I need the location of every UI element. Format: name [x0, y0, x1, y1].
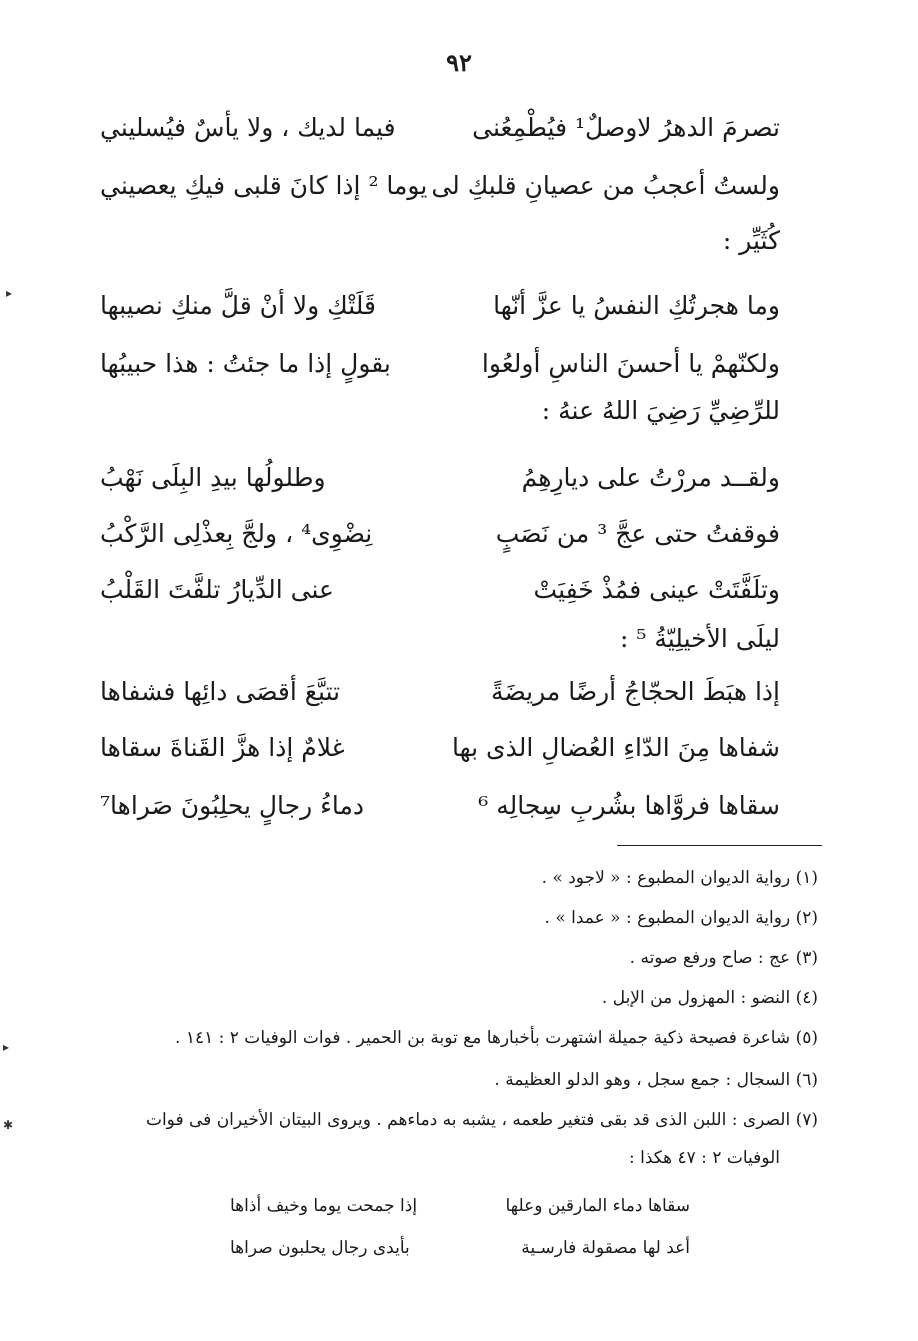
verse-first-hemistich: ولستُ أعجبُ من عصيانِ قلبكِ لى — [431, 170, 780, 200]
verse-second-hemistich: بأيدى رجال يحلبون صراها — [230, 1238, 410, 1258]
verse-first-hemistich: ولكنّهمْ يا أحسنَ الناسِ أولعُوا — [481, 348, 780, 378]
verse-first-hemistich: شفاها مِنَ الدّاءِ العُضالِ الذى بها — [452, 732, 780, 762]
verse-second-hemistich: قَلَتْكِ ولا أنْ قلَّ منكِ نصيبها — [100, 290, 376, 320]
verse-line — [100, 454, 780, 500]
verse-second-hemistich: فيما لديك ، ولا يأسٌ فيُسليني — [100, 112, 396, 142]
verse-second-hemistich: إذا جمحت يوما وخيف أذاها — [230, 1196, 418, 1216]
verse-line — [100, 104, 780, 150]
verse-line — [100, 340, 780, 386]
verse-line — [100, 566, 780, 612]
footnote: (٣) عج : صاح ورفع صوته . — [629, 948, 818, 968]
verse-first-hemistich: إذا هبَطَ الحجّاجُ أرضًا مريضَةً — [491, 676, 780, 706]
verse-line — [100, 510, 780, 556]
verse-first-hemistich: وتلَفَّتَتْ عينى فمُذْ خَفِيَتْ — [533, 574, 780, 604]
footnote-verse-line — [230, 1238, 690, 1258]
verse-line — [100, 724, 780, 770]
footnote-continuation: الوفيات ٢ : ٤٧ هكذا : — [628, 1148, 780, 1168]
footnote: (٤) النضو : المهزول من الإبل . — [601, 988, 818, 1008]
verse-second-hemistich: وطلولُها بيدِ البِلَى نَهْبُ — [100, 462, 326, 492]
footnote: (٧) الصرى : اللبن الذى قد بقى فتغير طعمه ، يشبه به دماءهم . ويروى البيتان الأخيران فى فوات — [145, 1110, 818, 1130]
verse-first-hemistich: سقاها دماء المارقين وعلها — [505, 1196, 690, 1216]
poet-heading: كُثَيِّر : — [722, 226, 780, 255]
verse-second-hemistich: نِضْوِى⁴ ، ولجَّ بِعذْلِى الرَّكْبُ — [100, 518, 373, 548]
verse-second-hemistich: غلامٌ إذا هزَّ القَناةَ سقاها — [100, 732, 345, 762]
scan-mark: ✱ — [3, 1118, 14, 1132]
verse-line — [100, 282, 780, 328]
verse-first-hemistich: سقاها فروَّاها بشُربِ سِجالِه ⁶ — [478, 790, 780, 820]
verse-line — [100, 162, 780, 208]
verse-second-hemistich: دماءُ رجالٍ يحلِبُونَ صَراها⁷ — [100, 790, 365, 820]
footnote: (٥) شاعرة فصيحة ذكية جميلة اشتهرت بأخبارها مع توبة بن الحمير . فوات الوفيات ٢ : ١٤١ . — [175, 1028, 818, 1048]
verse-first-hemistich: تصرمَ الدهرُ لاوصلٌ¹ فيُطْمِعُنى — [472, 112, 780, 142]
verse-second-hemistich: عنى الدِّيارُ تلفَّتَ القَلْبُ — [100, 574, 334, 604]
scan-mark: ▸ — [6, 286, 13, 300]
verse-second-hemistich: تتبَّعَ أقصَى دائِها فشفاها — [100, 676, 341, 706]
verse-first-hemistich: أعد لها مصقولة فارسـية — [521, 1238, 690, 1258]
verse-second-hemistich: يوما ² إذا كانَ قلبى فيكِ يعصيني — [100, 170, 428, 200]
footnote-verse-line — [230, 1196, 690, 1216]
verse-line — [100, 668, 780, 714]
verse-second-hemistich: بقولٍ إذا ما جئتُ : هذا حبيبُها — [100, 348, 391, 378]
scan-mark: ▸ — [3, 1040, 10, 1054]
footnote-separator — [617, 845, 822, 846]
verse-first-hemistich: ولقــد مررْتُ على ديارِهِمُ — [521, 462, 780, 492]
verse-first-hemistich: فوقفتُ حتى عجَّ ³ من نَصَبٍ — [495, 518, 780, 548]
footnote: (٦) السجال : جمع سجل ، وهو الدلو العظيمة . — [494, 1070, 818, 1090]
verse-first-hemistich: وما هجرتُكِ النفسُ يا عزَّ أنّها — [493, 290, 780, 320]
poet-heading: للرِّضِيِّ رَضِيَ اللهُ عنهُ : — [541, 396, 780, 425]
verse-line — [100, 782, 780, 828]
poet-heading: ليلَى الأخيلِيّةُ ⁵ : — [620, 624, 780, 653]
footnote: (١) رواية الديوان المطبوع : « لاجود » . — [541, 868, 818, 888]
page-number: ٩٢ — [446, 48, 472, 77]
footnote: (٢) رواية الديوان المطبوع : « عمدا » . — [544, 908, 818, 928]
